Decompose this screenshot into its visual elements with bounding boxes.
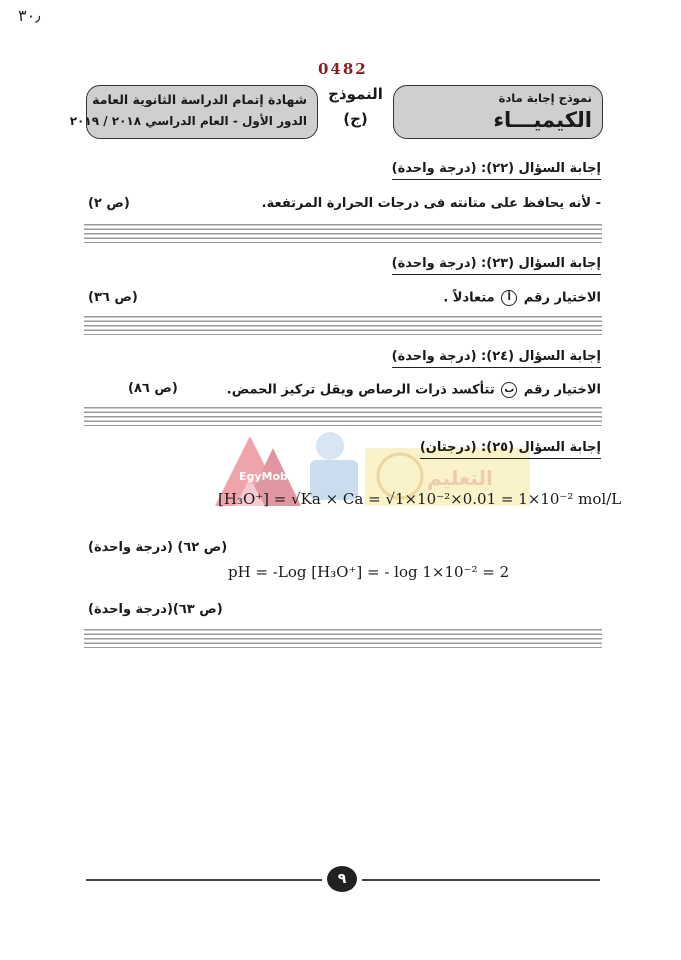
model-label: النموذج [328,85,383,103]
divider-lines [84,313,602,335]
question-25-ref-1: (ص ٦٢) (درجة واحدة) [88,540,228,555]
answer-prefix: الاختيار رقم [523,290,601,306]
exam-code: 0482 [318,60,368,78]
watermark-brand-right: التعليم [427,466,493,490]
subject-header-box [393,85,603,139]
question-24-page-ref: (ص ٨٦) [128,381,178,396]
answer-text: تتأكسد ذرات الرصاص ويقل تركيز الحمض. [226,382,495,398]
footer-line-right [362,879,600,881]
certificate-header-box [69,85,318,139]
question-24-answer [227,382,601,398]
answer-model-label: نموذج إجابة مادة [498,91,592,105]
question-25-ref-2: (ص ٦٣)(درجة واحدة) [88,602,223,617]
model-letter: (ج) [343,110,368,128]
divider-lines [84,626,602,648]
question-22-page-ref: (ص ٢) [88,196,130,211]
choice-circle: ب [501,382,517,398]
choice-circle: أ [501,290,517,306]
certificate-title: شهادة إتمام الدراسة الثانوية العامة [92,92,307,107]
subject-name: الكيميـــاء [493,108,592,132]
question-25-heading: إجابة السؤال (٢٥): (درجتان) [420,440,601,459]
session-year: الدور الأول - العام الدراسي ٢٠١٨ / ٢٠١٩ [69,114,307,128]
question-23-heading: إجابة السؤال (٢٣): (درجة واحدة) [392,256,601,275]
watermark-brand-left: EgyMob [239,470,288,483]
page-number: ٩ [327,866,357,892]
question-22-answer: - لأنه يحافظ على متانته فى درجات الحرارة المرتفعة. [261,196,601,211]
formula-hydronium: [H₃O⁺] = √Ka × Ca = √1×10⁻²×0.01 = 1×10⁻² mol/L [218,490,622,508]
formula-ph: pH = -Log [H₃O⁺] = - log 1×10⁻² = 2 [228,563,510,581]
question-23-page-ref: (ص ٣٦) [88,290,138,305]
answer-text: متعادلاً . [443,290,495,306]
answer-prefix: الاختيار رقم [523,382,601,398]
question-22-heading: إجابة السؤال (٢٢): (درجة واحدة) [392,161,601,180]
question-24-heading: إجابة السؤال (٢٤): (درجة واحدة) [392,349,601,368]
divider-lines [84,221,602,243]
question-23-answer [443,290,601,306]
footer-line-left [86,879,322,881]
corner-mark: ٣٠٫ [18,6,41,25]
